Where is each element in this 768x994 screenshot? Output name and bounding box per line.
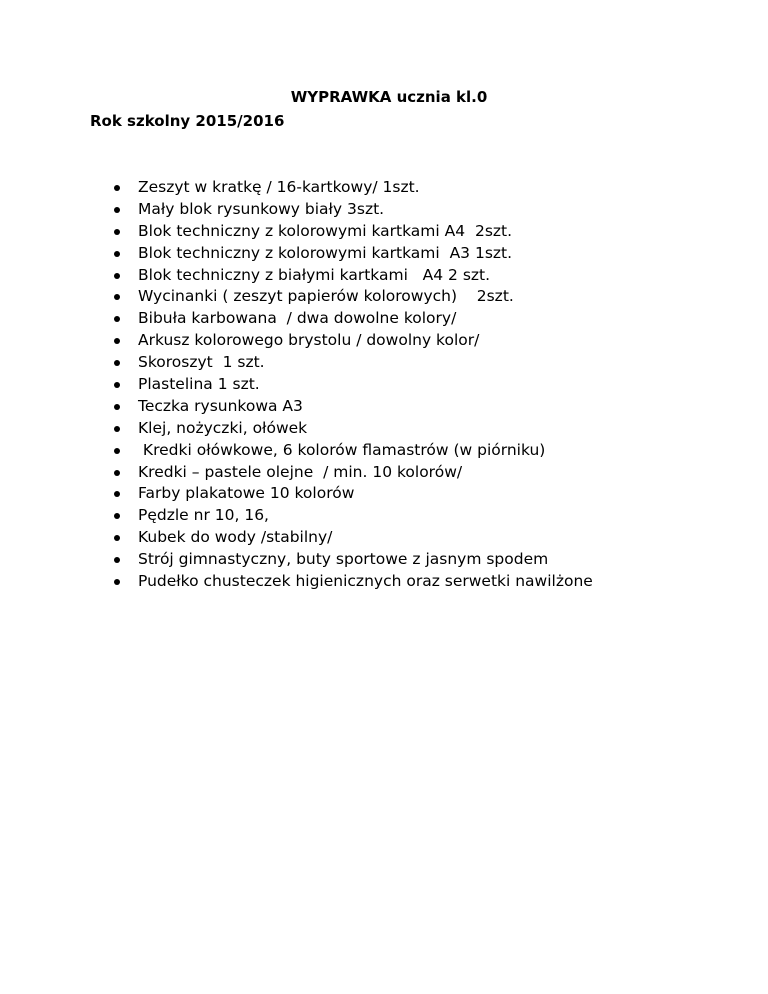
list-item xyxy=(111,308,593,330)
list-item-text: Teczka rysunkowa A3 xyxy=(138,396,303,415)
bullet-icon xyxy=(114,513,120,519)
list-item-text: Blok techniczny z kolorowymi kartkami A4 2szt. xyxy=(138,221,513,240)
list-item xyxy=(111,177,593,199)
list-item-text: Farby plakatowe 10 kolorów xyxy=(138,484,355,503)
bullet-icon xyxy=(114,185,120,191)
list-item xyxy=(111,286,593,308)
list-item xyxy=(111,527,593,549)
list-item-text: Pudełko chusteczek higienicznych oraz serwetki nawilżone xyxy=(138,572,593,591)
bullet-icon xyxy=(114,491,120,497)
list-item xyxy=(111,462,593,484)
list-item-text: Blok techniczny z białymi kartkami A4 2 szt. xyxy=(138,265,491,284)
list-item-text: Zeszyt w kratkę / 16-kartkowy/ 1szt. xyxy=(138,178,420,196)
list-item-text: Kredki – pastele olejne / min. 10 kolorów/ xyxy=(138,462,463,481)
bullet-icon xyxy=(114,448,120,454)
school-year: Rok szkolny 2015/2016 xyxy=(90,112,285,130)
list-item-text: Kredki ołówkowe, 6 kolorów flamastrów (w piórniku) xyxy=(138,440,546,459)
list-item xyxy=(111,418,593,440)
document-title: WYPRAWKA ucznia kl.0 xyxy=(290,88,488,106)
list-item xyxy=(111,265,593,287)
list-item-text: Wycinanki ( zeszyt papierów kolorowych) 2szt. xyxy=(138,287,514,306)
list-item xyxy=(111,483,593,505)
list-item xyxy=(111,396,593,418)
bullet-icon xyxy=(114,470,120,476)
list-item xyxy=(111,352,593,374)
list-item-text: Pędzle nr 10, 16, xyxy=(138,506,269,525)
list-item-text: Plastelina 1 szt. xyxy=(138,375,260,394)
bullet-icon xyxy=(114,251,120,257)
list-item xyxy=(111,374,593,396)
list-item-text: Mały blok rysunkowy biały 3szt. xyxy=(138,199,385,218)
list-item-text: Kubek do wody /stabilny/ xyxy=(138,528,333,547)
bullet-icon xyxy=(114,426,120,432)
list-item-text: Klej, nożyczki, ołówek xyxy=(138,418,308,437)
list-item-text: Skoroszyt 1 szt. xyxy=(138,353,265,372)
bullet-icon xyxy=(114,579,120,585)
bullet-icon xyxy=(114,273,120,279)
bullet-icon xyxy=(114,229,120,235)
list-item-text: Arkusz kolorowego brystolu / dowolny kolor/ xyxy=(138,331,480,350)
list-item xyxy=(111,549,593,571)
bullet-icon xyxy=(114,316,120,322)
list-item xyxy=(111,221,593,243)
bullet-icon xyxy=(114,404,120,410)
supply-list xyxy=(111,177,593,593)
bullet-icon xyxy=(114,557,120,563)
list-item xyxy=(111,330,593,352)
list-item xyxy=(111,199,593,221)
bullet-icon xyxy=(114,207,120,213)
bullet-icon xyxy=(114,294,120,300)
bullet-icon xyxy=(114,382,120,388)
list-item xyxy=(111,243,593,265)
bullet-icon xyxy=(114,338,120,344)
list-item-text: Blok techniczny z kolorowymi kartkami A3 1szt. xyxy=(138,243,513,262)
list-item xyxy=(111,440,593,462)
list-item-text: Strój gimnastyczny, buty sportowe z jasnym spodem xyxy=(138,550,549,569)
bullet-icon xyxy=(114,535,120,541)
list-item xyxy=(111,505,593,527)
bullet-icon xyxy=(114,360,120,366)
list-item xyxy=(111,571,593,593)
list-item-text: Bibuła karbowana / dwa dowolne kolory/ xyxy=(138,309,457,328)
